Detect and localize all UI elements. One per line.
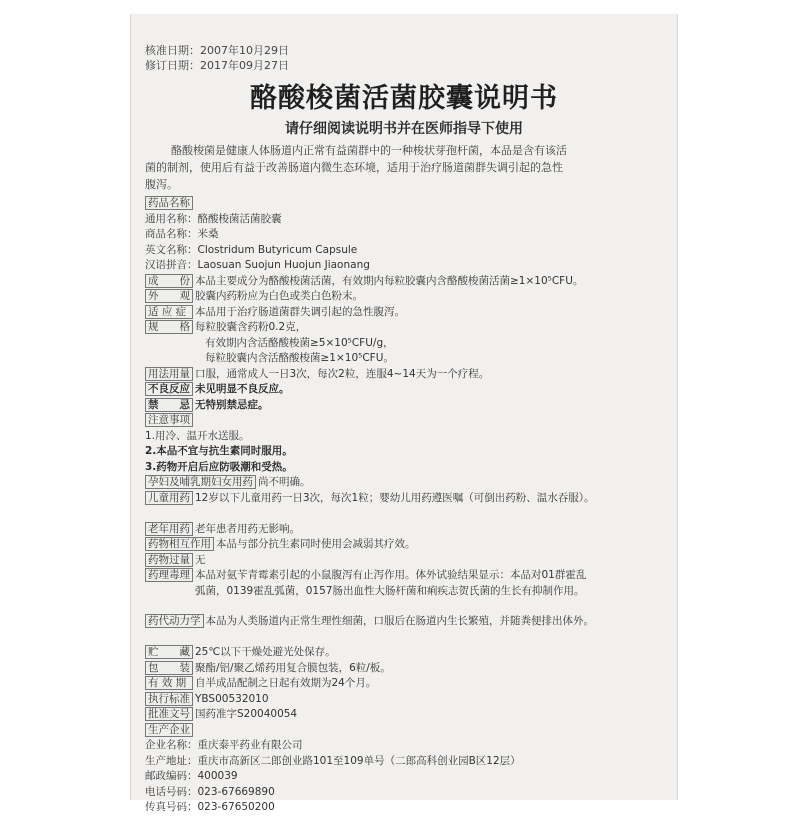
adverse-value: 未见明显不良反应。 — [195, 383, 290, 395]
dosage-label: 用法用量 — [145, 367, 193, 381]
storage-label: 贮 藏 — [145, 645, 193, 659]
pharmacokinetics-row — [145, 614, 667, 645]
pharmacokinetics-label: 药代动力学 — [145, 614, 204, 628]
validity-label: 有 效 期 — [145, 676, 193, 690]
note-item: 3.药物开启后应防吸潮和受热。 — [145, 460, 293, 473]
pharmacology-value: 本品对氨苄青霉素引起的小鼠腹泻有止泻作用。体外试验结果显示：本品对01群霍乱弧菌，0139霍乱弧菌，0157肠出血性大肠杆菌和痢疾志贺氏菌的生长有抑制作用。 — [195, 569, 587, 597]
overdose-value: 无 — [195, 553, 206, 566]
notes-section — [145, 413, 667, 429]
pregnancy-value: 尚不明确。 — [258, 476, 311, 488]
adverse-row — [145, 382, 667, 398]
section-header: 生产企业 — [145, 723, 193, 737]
page-title: 酪酸梭菌活菌胶囊说明书 — [250, 83, 558, 114]
section-header: 注意事项 — [145, 413, 193, 427]
children-value: 12岁以下儿童用药一日3次，每次1粒；婴幼儿用药遵医嘱（可倒出药粉、温水吞服）。 — [195, 491, 595, 504]
spec-value-1: 每粒胶囊含药粉0.2克， — [195, 321, 307, 333]
indication-value: 本品用于治疗肠道菌群失调引起的急性腹泻。 — [195, 305, 405, 318]
package-value: 聚酯/铝/聚乙烯药用复合膜包装，6粒/板。 — [195, 661, 391, 674]
contraindication-label: 禁 忌 — [145, 398, 193, 412]
contraindication-value: 无特别禁忌症。 — [195, 398, 269, 411]
spec-label: 规 格 — [145, 320, 193, 334]
fax-number: 传真号码：023-67650200 — [145, 801, 275, 813]
company-name: 企业名称：重庆泰平药业有限公司 — [145, 739, 303, 751]
elderly-value: 老年患者用药无影响。 — [195, 522, 300, 535]
approval-number-row — [145, 707, 667, 723]
package-label: 包 装 — [145, 661, 193, 675]
pharmacokinetics-value: 本品为人类肠道内正常生理性细菌，口服后在肠道内生长繁殖，并随粪便排出体外。 — [205, 615, 594, 627]
appearance-row — [145, 289, 667, 305]
appearance-label: 外 观 — [145, 289, 193, 303]
company-address: 生产地址：重庆市高新区二郎创业路101至109单号（二郎高科创业园B区12层） — [145, 754, 521, 767]
english-name: 英文名称：Clostridum Butyricum Capsule — [145, 243, 358, 256]
trade-name: 商品名称：米桑 — [145, 228, 219, 240]
storage-value: 25℃以下干燥处避光处保存。 — [195, 646, 336, 658]
manufacturer-section — [145, 723, 667, 739]
overdose-label: 药物过量 — [145, 553, 193, 567]
note-item: 1.用冷、温开水送服。 — [145, 429, 250, 442]
elderly-row — [145, 522, 667, 538]
pregnancy-label: 孕妇及哺乳期妇女用药 — [145, 475, 256, 489]
spec-value-3: 每粒胶囊内含活酪酸梭菌≥1×10⁵CFU。 — [205, 352, 394, 364]
package-row — [145, 661, 667, 677]
indication-row — [145, 305, 667, 321]
interaction-label: 药物相互作用 — [145, 537, 214, 551]
instruction-leaflet — [130, 14, 678, 813]
adverse-label: 不良反应 — [145, 382, 193, 396]
section-header: 药品名称 — [145, 196, 193, 210]
storage-row — [145, 645, 667, 661]
approval-date: 核准日期：2007年10月29日 — [145, 44, 289, 57]
drug-name-section — [145, 196, 667, 212]
pinyin-name: 汉语拼音：Laosuan Suojun Huojun Jiaonang — [145, 259, 370, 271]
validity-row — [145, 676, 667, 692]
approval-number-label: 批准文号 — [145, 707, 193, 721]
interaction-value: 本品与部分抗生素同时使用会减弱其疗效。 — [216, 538, 416, 550]
appearance-value: 胶囊内药粉应为白色或类白色粉末。 — [195, 290, 363, 302]
dosage-row — [145, 367, 667, 383]
page-subtitle: 请仔细阅读说明书并在医师指导下使用 — [285, 121, 523, 137]
composition-row — [145, 274, 667, 290]
intro-line-2: 菌的制剂，使用后有益于改善肠道内微生态环境，适用于治疗肠道菌群失调引起的急性 — [145, 161, 563, 174]
revision-date: 修订日期：2017年09月27日 — [145, 59, 289, 72]
intro-line-1: 酪酸梭菌是健康人体肠道内正常有益菌群中的一种梭状芽孢杆菌，本品是含有该活 — [171, 144, 567, 157]
pharmacology-row — [145, 568, 667, 614]
spec-row — [145, 320, 667, 336]
phone-number: 电话号码：023-67669890 — [145, 785, 275, 798]
indication-label: 适 应 症 — [145, 305, 193, 319]
contraindication-row — [145, 398, 667, 414]
elderly-label: 老年用药 — [145, 522, 193, 536]
children-label: 儿童用药 — [145, 491, 193, 505]
standard-row — [145, 692, 667, 708]
children-row — [145, 491, 667, 522]
standard-value: YBS00532010 — [195, 692, 269, 705]
validity-value: 自半成品配制之日起有效期为24个月。 — [195, 677, 377, 689]
interaction-row — [145, 537, 667, 553]
pharmacology-label: 药理毒理 — [145, 568, 193, 582]
composition-label: 成 份 — [145, 274, 193, 288]
standard-label: 执行标准 — [145, 692, 193, 706]
generic-name: 通用名称：酪酸梭菌活菌胶囊 — [145, 212, 282, 225]
note-item: 2.本品不宜与抗生素同时服用。 — [145, 445, 293, 457]
dosage-value: 口服，通常成人一日3次，每次2粒，连服4~14天为一个疗程。 — [195, 367, 490, 380]
composition-value: 本品主要成分为酪酸梭菌活菌，有效期内每粒胶囊内含酪酸梭菌活菌≥1×10⁵CFU。 — [195, 274, 584, 287]
spec-value-2: 有效期内含活酪酸梭菌≥5×10⁵CFU/g， — [205, 336, 394, 349]
approval-number-value: 国药准字S20040054 — [195, 708, 298, 720]
overdose-row — [145, 553, 667, 569]
intro-line-3: 腹泻。 — [145, 178, 178, 191]
postcode: 邮政编码：400039 — [145, 770, 238, 782]
pregnancy-row — [145, 475, 667, 491]
leaflet-body — [145, 196, 667, 816]
